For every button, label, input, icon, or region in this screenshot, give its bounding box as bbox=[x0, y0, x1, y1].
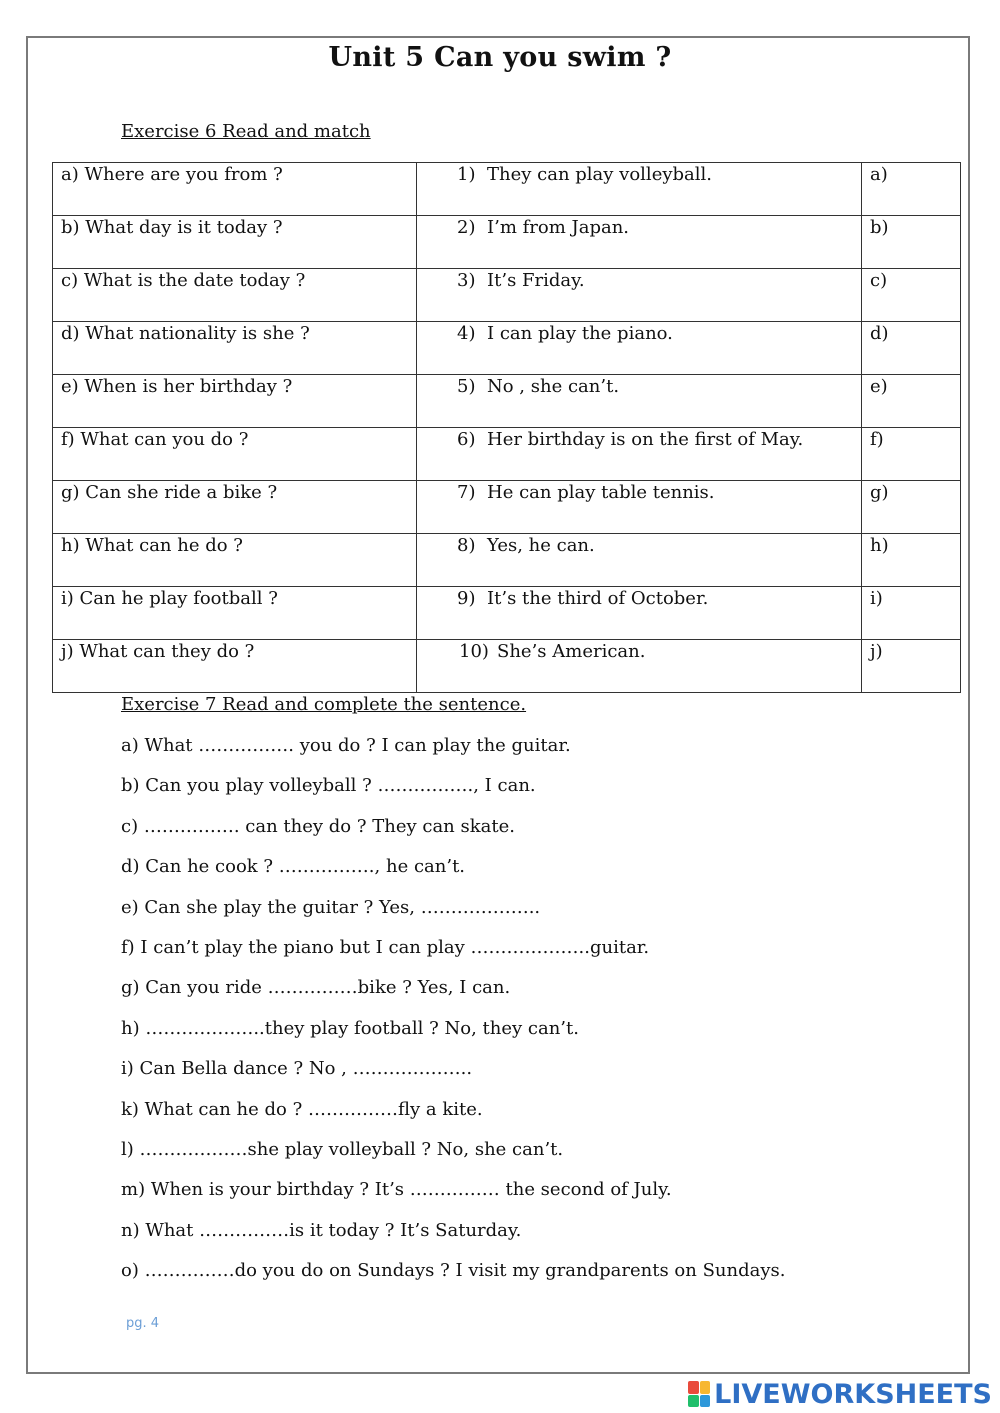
answer-text: Her birthday is on the first of May. bbox=[487, 429, 804, 450]
match-answer-cell[interactable]: a) bbox=[862, 163, 961, 216]
answer-number: 8) bbox=[457, 535, 476, 556]
answer-number: 10) bbox=[459, 641, 489, 662]
answer-number: 9) bbox=[457, 588, 476, 609]
sentence-item: m) When is your birthday ? It’s …………… the second of July. bbox=[121, 1179, 672, 1201]
answer-number: 3) bbox=[457, 270, 476, 291]
match-answer-cell[interactable]: e) bbox=[862, 375, 961, 428]
sentence-item: e) Can she play the guitar ? Yes, ……………….. bbox=[121, 896, 541, 918]
table-row bbox=[53, 163, 961, 216]
table-row bbox=[53, 534, 961, 587]
sentence-item: d) Can he cook ? ……………., he can’t. bbox=[121, 856, 466, 878]
table-row bbox=[53, 481, 961, 534]
answer-number: 4) bbox=[457, 323, 476, 344]
answer-cell bbox=[417, 269, 862, 322]
sentence-item: a) What ……………. you do ? I can play the guitar. bbox=[121, 735, 571, 756]
match-answer-cell[interactable]: i) bbox=[862, 587, 961, 640]
sentence-item: c) ……………. can they do ? They can skate. bbox=[121, 815, 515, 837]
exercise-6-heading: Exercise 6 Read and match bbox=[121, 121, 371, 142]
page-number: pg. 4 bbox=[126, 1316, 160, 1331]
question-cell: f) What can you do ? bbox=[53, 428, 417, 481]
page-title: Unit 5 Can you swim ? bbox=[328, 42, 672, 73]
question-cell: j) What can they do ? bbox=[53, 640, 417, 693]
liveworksheets-icon bbox=[688, 1381, 710, 1407]
answer-number: 2) bbox=[457, 217, 476, 238]
match-table bbox=[52, 162, 961, 693]
sentence-item: k) What can he do ? ……………fly a kite. bbox=[121, 1098, 483, 1120]
answer-cell bbox=[417, 534, 862, 587]
answer-text: I’m from Japan. bbox=[487, 217, 630, 238]
answer-number: 7) bbox=[457, 482, 476, 503]
sentence-item: b) Can you play volleyball ? ……………., I can. bbox=[121, 775, 536, 797]
answer-number: 5) bbox=[457, 376, 476, 397]
match-answer-cell[interactable]: g) bbox=[862, 481, 961, 534]
match-answer-cell[interactable]: h) bbox=[862, 534, 961, 587]
brand-name: LIVEWORKSHEETS bbox=[714, 1378, 992, 1410]
exercise-7-heading: Exercise 7 Read and complete the sentence. bbox=[121, 694, 527, 715]
answer-cell bbox=[417, 481, 862, 534]
table-row bbox=[53, 322, 961, 375]
table-row bbox=[53, 428, 961, 481]
question-cell: c) What is the date today ? bbox=[53, 269, 417, 322]
answer-text: She’s American. bbox=[497, 641, 646, 662]
question-cell: i) Can he play football ? bbox=[53, 587, 417, 640]
question-cell: d) What nationality is she ? bbox=[53, 322, 417, 375]
answer-text: He can play table tennis. bbox=[487, 482, 715, 503]
answer-cell bbox=[417, 428, 862, 481]
answer-text: They can play volleyball. bbox=[487, 164, 712, 185]
answer-text: No , she can’t. bbox=[487, 376, 620, 397]
answer-cell bbox=[417, 375, 862, 428]
answer-text: Yes, he can. bbox=[487, 535, 595, 556]
answer-text: I can play the piano. bbox=[487, 323, 673, 344]
answer-cell bbox=[417, 587, 862, 640]
question-cell: a) Where are you from ? bbox=[53, 163, 417, 216]
table-row bbox=[53, 587, 961, 640]
liveworksheets-logo bbox=[688, 1378, 992, 1410]
match-answer-cell[interactable]: b) bbox=[862, 216, 961, 269]
match-answer-cell[interactable]: c) bbox=[862, 269, 961, 322]
question-cell: b) What day is it today ? bbox=[53, 216, 417, 269]
answer-cell bbox=[417, 216, 862, 269]
match-answer-cell[interactable]: j) bbox=[862, 640, 961, 693]
match-answer-cell[interactable]: f) bbox=[862, 428, 961, 481]
sentence-item: n) What ……………is it today ? It’s Saturday. bbox=[121, 1219, 522, 1241]
answer-number: 1) bbox=[457, 164, 476, 185]
match-answer-cell[interactable]: d) bbox=[862, 322, 961, 375]
question-cell: g) Can she ride a bike ? bbox=[53, 481, 417, 534]
sentence-item: o) ……………do you do on Sundays ? I visit my grandparents on Sundays. bbox=[121, 1260, 786, 1282]
table-row bbox=[53, 640, 961, 693]
question-cell: h) What can he do ? bbox=[53, 534, 417, 587]
table-row bbox=[53, 269, 961, 322]
sentence-item: i) Can Bella dance ? No , ……………….. bbox=[121, 1058, 473, 1080]
table-row bbox=[53, 375, 961, 428]
answer-text: It’s the third of October. bbox=[487, 588, 709, 609]
answer-number: 6) bbox=[457, 429, 476, 450]
sentence-item: h) ………………..they play football ? No, they can’t. bbox=[121, 1017, 579, 1039]
question-cell: e) When is her birthday ? bbox=[53, 375, 417, 428]
answer-cell bbox=[417, 322, 862, 375]
answer-cell bbox=[417, 163, 862, 216]
sentence-item: l) ………………she play volleyball ? No, she can’t. bbox=[121, 1138, 564, 1160]
table-row bbox=[53, 216, 961, 269]
answer-text: It’s Friday. bbox=[487, 270, 585, 291]
sentence-item: g) Can you ride ……………bike ? Yes, I can. bbox=[121, 977, 511, 999]
sentence-list bbox=[121, 735, 785, 1300]
answer-cell bbox=[417, 640, 862, 693]
sentence-item: f) I can’t play the piano but I can play ………………..guitar. bbox=[121, 936, 650, 958]
